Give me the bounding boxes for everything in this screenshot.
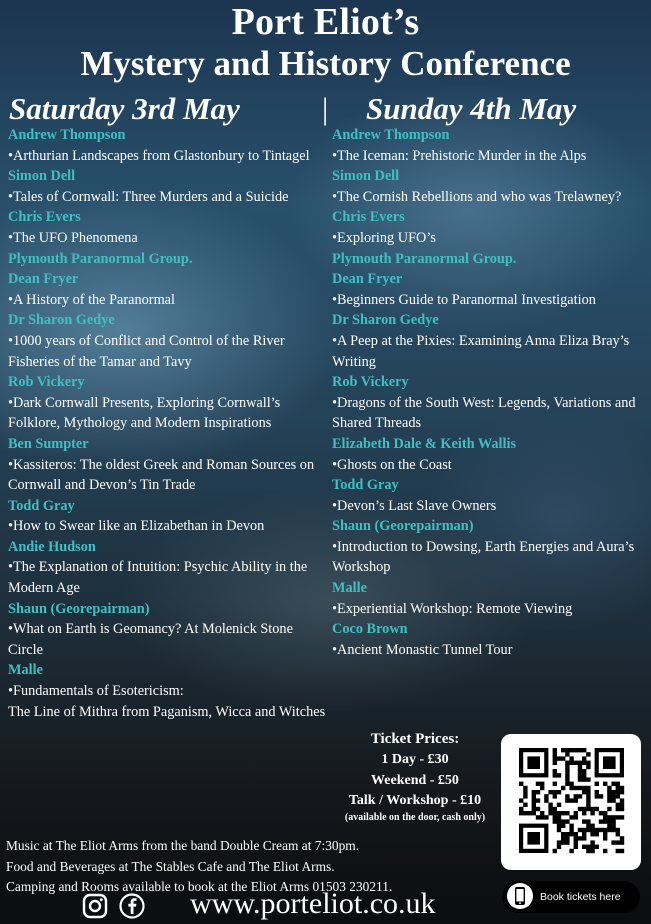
talk-title: •The Cornish Rebellions and who was Trelawney? [332,188,622,205]
footer-music: Music at The Eliot Arms from the band Double Cream at 7:30pm. [6,838,360,853]
speaker-name: Plymouth Paranormal Group. [8,250,193,267]
speaker-name: Malle [8,662,43,679]
talk-title: •Ghosts on the Coast [332,456,452,473]
speaker-name: Ben Sumpter [8,435,89,452]
talk-title: •Fundamentals of Esotericism: The Line of Mithra from Paganism, Wicca and Witches [8,683,326,720]
speaker-name: Malle [332,580,367,597]
speaker-name: Dean Fryer [8,271,79,288]
talk-title: •Arthurian Landscapes from Glastonbury to Tintagel [8,147,310,164]
talk-title: •Exploring UFO’s [332,229,436,246]
talk-title: •Tales of Cornwall: Three Murders and a Suicide [8,188,289,205]
facebook-icon[interactable] [119,893,145,923]
ticket-prices [330,728,500,824]
talk-title: •Devon’s Last Slave Owners [332,497,497,514]
speaker-name: Andrew Thompson [332,127,450,143]
website-link[interactable]: www.porteliot.co.uk [190,887,436,920]
speaker-name: Chris Evers [8,209,81,226]
talk-title: •What on Earth is Geomancy? At Molenick Stone Circle [8,621,293,658]
speaker-name: Todd Gray [332,477,399,494]
talk-title: •The Iceman: Prehistoric Murder in the Alps [332,147,587,164]
book-tickets-label: Book tickets here [540,891,621,903]
talk-title: •1000 years of Conflict and Control of the River Fisheries of the Tamar and Tavy [8,332,285,370]
talk-title: •Kassiteros: The oldest Greek and Roman Sources on Cornwall and Devon’s Tin Trade [8,456,315,494]
talk-title: •A History of the Paranormal [8,291,176,308]
day-saturday: Saturday 3rd May [9,91,240,126]
book-tickets-button[interactable] [502,881,640,913]
talk-title: •A Peep at the Pixies: Examining Anna Eliza Bray’s Writing [332,332,630,370]
ticket-day: 1 Day - £30 [381,752,449,767]
speaker-name: Plymouth Paranormal Group. [332,250,517,267]
ticket-weekend: Weekend - £50 [371,772,459,788]
talk-title: •The Explanation of Intuition: Psychic Ability in the Modern Age [8,559,308,597]
speaker-name: Coco Brown [332,621,408,638]
speaker-name: Andrew Thompson [8,127,126,143]
day-separator: | [322,91,329,126]
social-icons [82,893,151,923]
speaker-name: Simon Dell [8,168,76,185]
speaker-name: Shaun (Georepairman) [8,600,150,617]
saturday-schedule [8,125,330,722]
sunday-schedule [332,125,650,660]
speaker-name: Rob Vickery [332,374,409,391]
ticket-workshop: Talk / Workshop - £10 [348,793,482,808]
speaker-name: Rob Vickery [8,374,85,391]
talk-title: •Ancient Monastic Tunnel Tour [332,641,513,658]
speaker-name: Dean Fryer [332,271,403,288]
talk-title: •How to Swear like an Elizabethan in Devon [8,518,265,535]
qr-code-graphic [501,734,641,870]
title-line-1: Port Eliot’s [231,1,420,43]
talk-title: •Beginners Guide to Paranormal Investigation [332,291,596,308]
talk-title: •The UFO Phenomena [8,229,138,246]
talk-title: •Introduction to Dowsing, Earth Energies and Aura’s Workshop [332,538,635,576]
talk-title: •Experiential Workshop: Remote Viewing [332,600,573,617]
phone-icon [506,882,534,913]
instagram-icon[interactable] [82,893,108,923]
footer-camping: Camping and Rooms available to book at the Eliot Arms 01503 230211. [6,879,393,895]
day-header [0,89,651,129]
talk-title: •Dark Cornwall Presents, Exploring Cornwall’s Folklore, Mythology and Modern Inspirations [8,394,281,432]
ticket-note: (available on the door, cash only) [344,811,486,823]
talk-title: •Dragons of the South West: Legends, Variations and Shared Threads [332,394,636,432]
speaker-name: Elizabeth Dale & Keith Wallis [332,435,517,452]
speaker-name: Dr Sharon Gedye [8,312,115,329]
speaker-name: Simon Dell [332,168,400,185]
ticket-heading: Ticket Prices: [370,731,460,747]
speaker-name: Andie Hudson [8,538,96,555]
speaker-name: Shaun (Georepairman) [332,518,474,535]
speaker-name: Dr Sharon Gedye [332,312,439,329]
footer-food: Food and Beverages at The Stables Cafe and The Eliot Arms. [6,858,335,874]
title-line-2: Mystery and History Conference [80,44,571,83]
qr-code[interactable] [501,734,641,870]
speaker-name: Todd Gray [8,497,75,514]
day-sunday: Sunday 4th May [366,91,577,126]
speaker-name: Chris Evers [332,209,405,226]
